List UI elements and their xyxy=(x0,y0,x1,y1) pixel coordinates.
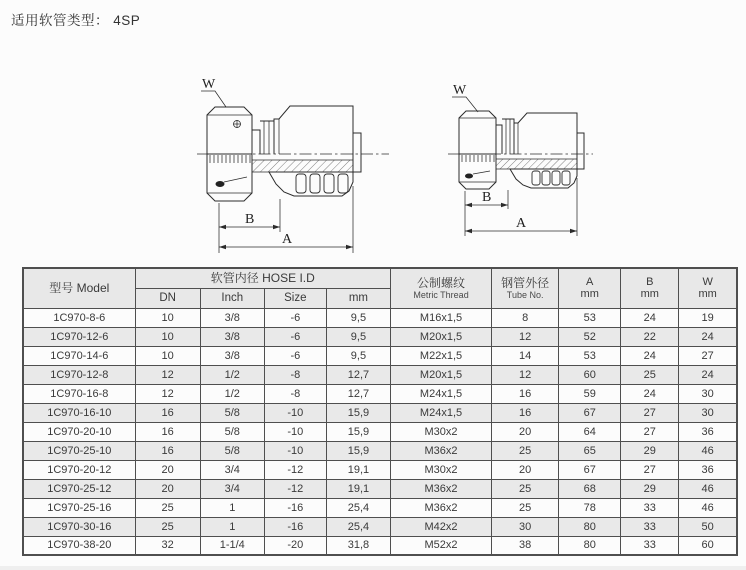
crimp-window xyxy=(542,171,550,185)
seal-ring xyxy=(465,174,473,179)
table-cell: M42x2 xyxy=(390,517,491,536)
table-cell: 10 xyxy=(135,327,200,346)
ferrule-body xyxy=(514,113,584,154)
crimp-window xyxy=(552,171,560,185)
table-cell: 3/8 xyxy=(200,308,264,327)
table-cell: M24x1,5 xyxy=(390,384,491,403)
spec-table-header xyxy=(23,268,737,308)
table-row xyxy=(23,479,737,498)
col-header-size: Size xyxy=(264,288,326,308)
table-cell: 60 xyxy=(679,536,737,555)
table-cell: M36x2 xyxy=(390,441,491,460)
crimp-window xyxy=(324,174,334,193)
dim-label-b: B xyxy=(245,212,255,227)
table-cell: 24 xyxy=(621,384,679,403)
table-cell: 16 xyxy=(135,403,200,422)
table-cell: 30 xyxy=(679,403,737,422)
table-cell: -10 xyxy=(264,441,326,460)
col-header-mm: mm xyxy=(326,288,390,308)
col-header-hose-id: 软管内径 HOSE I.D xyxy=(135,268,390,288)
dimension-a xyxy=(465,178,577,236)
table-cell: 31,8 xyxy=(326,536,390,555)
table-cell: 68 xyxy=(559,479,621,498)
table-cell: 46 xyxy=(679,441,737,460)
table-cell: 19,1 xyxy=(326,479,390,498)
table-cell: 9,5 xyxy=(326,346,390,365)
crimp-window xyxy=(310,174,320,193)
table-cell: 20 xyxy=(135,460,200,479)
table-cell: -10 xyxy=(264,403,326,422)
table-cell: 24 xyxy=(621,308,679,327)
table-row xyxy=(23,327,737,346)
table-cell: -16 xyxy=(264,517,326,536)
section-view xyxy=(207,154,361,201)
table-cell: 1/2 xyxy=(200,384,264,403)
table-cell: 1 xyxy=(200,517,264,536)
table-cell: 59 xyxy=(559,384,621,403)
dim-label-a: A xyxy=(282,232,293,247)
table-cell: 3/8 xyxy=(200,346,264,365)
table-cell: 25 xyxy=(135,498,200,517)
table-cell: 1C970-38-20 xyxy=(23,536,135,555)
table-cell: 67 xyxy=(559,403,621,422)
table-cell: M30x2 xyxy=(390,422,491,441)
crimp-window xyxy=(338,174,348,193)
swivel-collar xyxy=(496,119,514,154)
table-cell: 25,4 xyxy=(326,498,390,517)
table-cell: 24 xyxy=(679,365,737,384)
page-edge-strip xyxy=(0,566,746,570)
table-cell: 78 xyxy=(559,498,621,517)
table-cell: 52 xyxy=(559,327,621,346)
section-view xyxy=(459,154,584,189)
dim-label-b: B xyxy=(482,190,492,205)
page-title: 适用软管类型： 4SP xyxy=(11,13,141,28)
col-header-tube-no: 钢管外径 Tube No. xyxy=(492,268,559,308)
table-cell: -12 xyxy=(264,460,326,479)
table-cell: -12 xyxy=(264,479,326,498)
dim-label-a: A xyxy=(516,216,527,231)
table-cell: 9,5 xyxy=(326,327,390,346)
table-cell: -10 xyxy=(264,422,326,441)
table-cell: 30 xyxy=(492,517,559,536)
table-cell: 12 xyxy=(135,384,200,403)
table-cell: 46 xyxy=(679,498,737,517)
table-cell: 25,4 xyxy=(326,517,390,536)
table-cell: 80 xyxy=(559,517,621,536)
table-cell: 1C970-20-10 xyxy=(23,422,135,441)
table-cell: 33 xyxy=(621,517,679,536)
table-cell: M30x2 xyxy=(390,460,491,479)
table-cell: 15,9 xyxy=(326,403,390,422)
w-label-leader xyxy=(201,77,226,107)
table-cell: 19,1 xyxy=(326,460,390,479)
table-cell: 38 xyxy=(492,536,559,555)
table-cell: 14 xyxy=(492,346,559,365)
table-cell: -6 xyxy=(264,327,326,346)
spec-table-body xyxy=(23,308,737,555)
table-cell: 30 xyxy=(679,384,737,403)
table-cell: 1C970-14-6 xyxy=(23,346,135,365)
crimp-window xyxy=(296,174,306,193)
table-cell: 33 xyxy=(621,536,679,555)
table-cell: 10 xyxy=(135,308,200,327)
table-cell: 29 xyxy=(621,479,679,498)
table-cell: 20 xyxy=(492,460,559,479)
table-cell: 12 xyxy=(492,327,559,346)
table-cell: 9,5 xyxy=(326,308,390,327)
table-cell: 50 xyxy=(679,517,737,536)
table-cell: 65 xyxy=(559,441,621,460)
table-cell: 22 xyxy=(621,327,679,346)
table-cell: M20x1,5 xyxy=(390,365,491,384)
table-cell: 24 xyxy=(621,346,679,365)
table-cell: 15,9 xyxy=(326,422,390,441)
dim-label-w: W xyxy=(453,83,467,98)
table-row xyxy=(23,536,737,555)
table-row xyxy=(23,498,737,517)
fitting-drawing-right xyxy=(428,78,598,238)
table-cell: -6 xyxy=(264,308,326,327)
ferrule-body xyxy=(274,106,361,154)
table-cell: 5/8 xyxy=(200,403,264,422)
table-cell: 1C970-8-6 xyxy=(23,308,135,327)
table-row xyxy=(23,346,737,365)
table-cell: 16 xyxy=(135,441,200,460)
table-cell: 1C970-25-12 xyxy=(23,479,135,498)
table-cell: 80 xyxy=(559,536,621,555)
table-cell: -6 xyxy=(264,346,326,365)
col-header-w: W mm xyxy=(679,268,737,308)
table-cell: 1 xyxy=(200,498,264,517)
table-row xyxy=(23,384,737,403)
table-cell: 1/2 xyxy=(200,365,264,384)
hex-nut xyxy=(459,111,496,154)
table-cell: 1C970-16-8 xyxy=(23,384,135,403)
table-cell: 12,7 xyxy=(326,365,390,384)
table-cell: 1C970-12-6 xyxy=(23,327,135,346)
col-header-inch: Inch xyxy=(200,288,264,308)
table-cell: 16 xyxy=(492,403,559,422)
table-cell: 12 xyxy=(135,365,200,384)
table-cell: 46 xyxy=(679,479,737,498)
table-cell: 29 xyxy=(621,441,679,460)
table-cell: 36 xyxy=(679,460,737,479)
table-cell: -16 xyxy=(264,498,326,517)
table-cell: M24x1,5 xyxy=(390,403,491,422)
table-cell: -20 xyxy=(264,536,326,555)
col-header-dn: DN xyxy=(135,288,200,308)
table-cell: 27 xyxy=(621,422,679,441)
table-cell: 33 xyxy=(621,498,679,517)
table-cell: 10 xyxy=(135,346,200,365)
col-header-model: 型号 Model xyxy=(23,268,135,308)
swivel-collar xyxy=(252,121,274,154)
fitting-drawing-left xyxy=(193,60,398,255)
hex-nut xyxy=(207,107,252,154)
table-cell: 5/8 xyxy=(200,441,264,460)
table-cell: 24 xyxy=(679,327,737,346)
table-cell: 1C970-30-16 xyxy=(23,517,135,536)
table-cell: 25 xyxy=(492,479,559,498)
table-cell: 1C970-25-10 xyxy=(23,441,135,460)
table-cell: 25 xyxy=(621,365,679,384)
crimp-window xyxy=(562,171,570,185)
table-cell: 25 xyxy=(135,517,200,536)
table-cell: 67 xyxy=(559,460,621,479)
table-row xyxy=(23,365,737,384)
table-cell: 20 xyxy=(492,422,559,441)
table-cell: 53 xyxy=(559,346,621,365)
table-cell: 64 xyxy=(559,422,621,441)
table-row xyxy=(23,460,737,479)
w-label-leader xyxy=(452,83,478,112)
table-cell: 27 xyxy=(621,460,679,479)
table-cell: 1C970-12-8 xyxy=(23,365,135,384)
table-cell: 15,9 xyxy=(326,441,390,460)
table-cell: 1C970-25-16 xyxy=(23,498,135,517)
table-cell: 36 xyxy=(679,422,737,441)
table-row xyxy=(23,441,737,460)
table-cell: 20 xyxy=(135,479,200,498)
table-row xyxy=(23,308,737,327)
table-row xyxy=(23,403,737,422)
table-cell: 3/8 xyxy=(200,327,264,346)
table-cell: 32 xyxy=(135,536,200,555)
table-row xyxy=(23,422,737,441)
table-cell: 53 xyxy=(559,308,621,327)
col-header-metric-thread: 公制螺纹 Metric Thread xyxy=(390,268,491,308)
table-cell: M52x2 xyxy=(390,536,491,555)
table-cell: -8 xyxy=(264,384,326,403)
table-cell: 19 xyxy=(679,308,737,327)
table-cell: 1-1/4 xyxy=(200,536,264,555)
table-cell: 16 xyxy=(492,384,559,403)
table-cell: 27 xyxy=(679,346,737,365)
table-cell: 27 xyxy=(621,403,679,422)
table-cell: 5/8 xyxy=(200,422,264,441)
table-cell: 8 xyxy=(492,308,559,327)
table-cell: 3/4 xyxy=(200,460,264,479)
table-cell: 3/4 xyxy=(200,479,264,498)
table-cell: M22x1,5 xyxy=(390,346,491,365)
table-row xyxy=(23,517,737,536)
col-header-b: B mm xyxy=(621,268,679,308)
crimp-window xyxy=(532,171,540,185)
table-cell: -8 xyxy=(264,365,326,384)
seal-ring xyxy=(216,181,225,187)
table-cell: 25 xyxy=(492,498,559,517)
table-cell: M20x1,5 xyxy=(390,327,491,346)
table-cell: 16 xyxy=(135,422,200,441)
table-cell: 60 xyxy=(559,365,621,384)
table-cell: M16x1,5 xyxy=(390,308,491,327)
spec-table xyxy=(22,267,738,556)
table-cell: 12 xyxy=(492,365,559,384)
dim-label-w: W xyxy=(202,77,216,92)
table-cell: 1C970-20-12 xyxy=(23,460,135,479)
col-header-a: A mm xyxy=(559,268,621,308)
table-cell: M36x2 xyxy=(390,498,491,517)
table-cell: M36x2 xyxy=(390,479,491,498)
table-cell: 12,7 xyxy=(326,384,390,403)
dimension-b xyxy=(219,199,280,253)
table-cell: 1C970-16-10 xyxy=(23,403,135,422)
table-cell: 25 xyxy=(492,441,559,460)
